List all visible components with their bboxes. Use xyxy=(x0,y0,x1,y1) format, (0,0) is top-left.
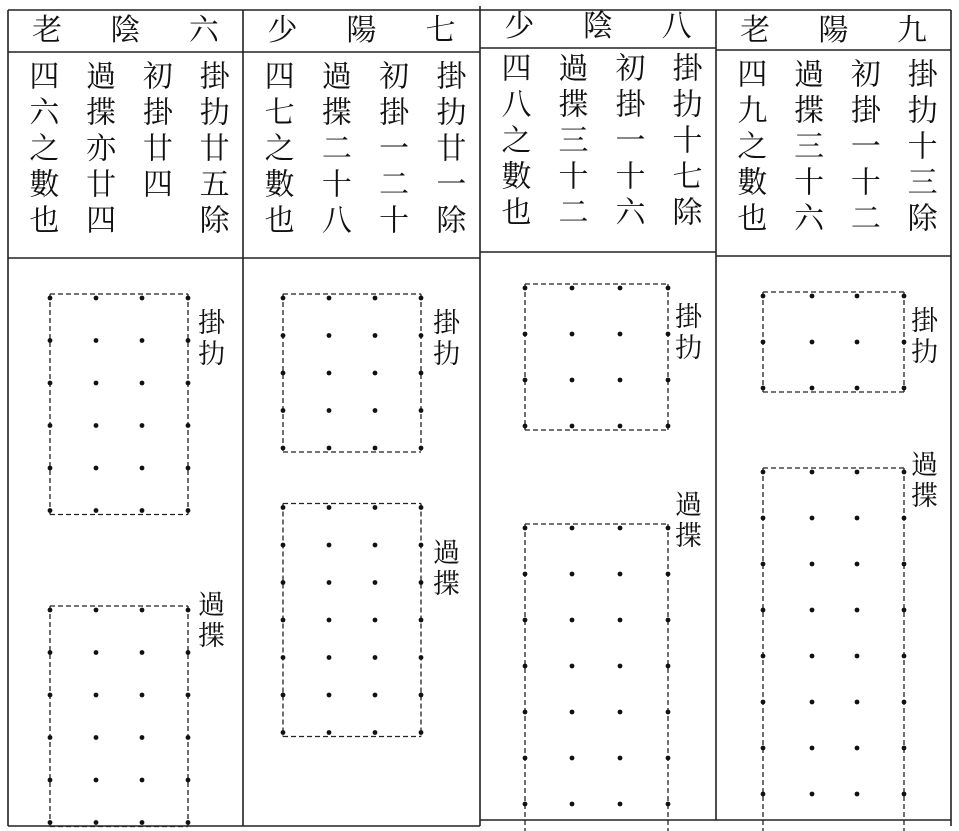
title-char: 老 xyxy=(32,13,63,48)
stalk-dot xyxy=(570,756,575,761)
stalk-dot xyxy=(419,730,424,735)
stalk-dot xyxy=(140,296,145,301)
stalk-dot xyxy=(570,424,575,429)
stalk-dot xyxy=(94,338,99,343)
stalk-dot xyxy=(140,508,145,513)
text-column: 掛扐十三除 xyxy=(901,58,937,238)
stalk-dot xyxy=(523,572,528,577)
stalk-dot xyxy=(570,286,575,291)
stalk-dot xyxy=(186,820,191,825)
stalk-dot xyxy=(419,371,424,376)
stalk-dot xyxy=(281,655,286,660)
stalk-diagram xyxy=(243,10,480,826)
bracket-lines xyxy=(525,284,668,831)
stalk-dot xyxy=(419,543,424,548)
stalk-dot xyxy=(618,424,623,429)
stalk-dot xyxy=(523,332,528,337)
stalk-dot xyxy=(94,296,99,301)
stalk-dot xyxy=(810,470,815,475)
stalk-dot xyxy=(666,572,671,577)
stalk-dot xyxy=(373,371,378,376)
stalk-dot xyxy=(327,655,332,660)
stalk-dot xyxy=(902,654,907,659)
stalk-dot xyxy=(523,526,528,531)
stalk-dot xyxy=(48,508,53,513)
stalk-dot xyxy=(666,424,671,429)
title-char: 老 xyxy=(740,13,771,48)
stalk-dot xyxy=(523,710,528,715)
stalk-dot xyxy=(761,700,766,705)
stalk-dot xyxy=(140,381,145,386)
stalk-dot xyxy=(810,386,815,391)
stalk-dot xyxy=(48,778,53,783)
stalk-dot xyxy=(327,408,332,413)
stalk-dot xyxy=(902,746,907,751)
stalk-dot xyxy=(419,505,424,510)
stalk-dot xyxy=(523,802,528,807)
stalk-dot xyxy=(140,466,145,471)
stalk-dot xyxy=(810,700,815,705)
stalk-dot xyxy=(186,338,191,343)
stalk-dot xyxy=(373,618,378,623)
stalk-dot xyxy=(419,333,424,338)
stalk-dot xyxy=(419,296,424,301)
stalk-dot xyxy=(570,526,575,531)
stalk-dot xyxy=(666,378,671,383)
stalk-dot xyxy=(94,650,99,655)
title-char: 陰 xyxy=(582,9,613,44)
stalk-dot xyxy=(855,746,860,751)
stalk-dot xyxy=(855,340,860,345)
stalk-dot xyxy=(94,423,99,428)
stalk-dot xyxy=(281,505,286,510)
stalk-dot xyxy=(902,516,907,521)
stalk-dot xyxy=(570,332,575,337)
stalk-dot xyxy=(186,608,191,613)
stalk-dot xyxy=(48,381,53,386)
stalk-dot xyxy=(48,608,53,613)
stalk-dot xyxy=(186,381,191,386)
stalk-dot xyxy=(902,562,907,567)
stalk-dot xyxy=(281,371,286,376)
stalk-dot xyxy=(855,516,860,521)
stalk-dot xyxy=(523,378,528,383)
stalk-dot xyxy=(810,746,815,751)
text-column: 初掛一十六 xyxy=(609,52,645,232)
stalk-dot xyxy=(186,466,191,471)
stalk-dot xyxy=(327,543,332,548)
title-char: 陽 xyxy=(818,13,849,48)
title-char: 少 xyxy=(267,13,298,48)
stalk-dot xyxy=(570,378,575,383)
text-column: 初掛一二十 xyxy=(373,60,409,240)
stalk-dot xyxy=(666,802,671,807)
text-column: 四六之數也 xyxy=(23,60,59,240)
text-column: 過揲三十六 xyxy=(788,58,824,238)
stalk-dot xyxy=(570,710,575,715)
stalk-dot xyxy=(48,693,53,698)
stalk-dot xyxy=(855,294,860,299)
stalk-dot xyxy=(94,508,99,513)
stalk-dot xyxy=(419,580,424,585)
text-column: 掛扐十七除 xyxy=(666,52,702,232)
text-column: 過揲亦廿四 xyxy=(80,60,116,240)
title-char: 陰 xyxy=(110,13,141,48)
gua-le-label: 掛扐 xyxy=(193,308,224,370)
stalk-dot xyxy=(570,572,575,577)
stalk-dot xyxy=(327,371,332,376)
stalk-dot xyxy=(570,802,575,807)
panel-old-yang-nine xyxy=(716,10,951,820)
stalk-dot xyxy=(855,562,860,567)
stalk-dot xyxy=(618,572,623,577)
stalk-dot xyxy=(140,820,145,825)
stalk-dot xyxy=(94,735,99,740)
title-char: 九 xyxy=(896,13,927,48)
stalk-dot xyxy=(140,423,145,428)
stalk-dot xyxy=(327,505,332,510)
stalk-dot xyxy=(810,562,815,567)
stalk-dot xyxy=(618,618,623,623)
text-column: 掛扐廿五除 xyxy=(193,60,229,240)
stalk-dot xyxy=(186,650,191,655)
stalk-dot xyxy=(761,654,766,659)
stalk-dot xyxy=(761,608,766,613)
guo-die-label: 過揲 xyxy=(906,450,937,512)
stalk-dot xyxy=(327,693,332,698)
stalk-dot xyxy=(94,381,99,386)
stalk-dot xyxy=(48,296,53,301)
stalk-dot xyxy=(419,618,424,623)
stalk-dot xyxy=(281,446,286,451)
title-char: 少 xyxy=(504,9,535,44)
stalk-dot xyxy=(373,543,378,548)
stalk-dot xyxy=(94,608,99,613)
stalk-dot xyxy=(666,756,671,761)
stalk-dot xyxy=(855,792,860,797)
title-char: 七 xyxy=(425,13,456,48)
stalk-dot xyxy=(48,735,53,740)
stalk-dot xyxy=(94,466,99,471)
guo-die-label: 過揲 xyxy=(428,538,459,600)
stalk-dot xyxy=(810,792,815,797)
stalk-dot xyxy=(523,664,528,669)
stalk-dot xyxy=(666,618,671,623)
stalk-dot xyxy=(666,710,671,715)
stalk-dot xyxy=(186,423,191,428)
stalk-dot xyxy=(186,778,191,783)
stalk-dot xyxy=(94,820,99,825)
stalk-dot xyxy=(902,294,907,299)
stalk-dot xyxy=(761,386,766,391)
stalk-dot xyxy=(94,693,99,698)
text-column: 四九之數也 xyxy=(731,58,767,238)
stalk-dot xyxy=(618,664,623,669)
stalk-dot xyxy=(140,778,145,783)
stalk-dot xyxy=(281,693,286,698)
bracket-lines xyxy=(763,292,904,831)
stalk-dot xyxy=(902,608,907,613)
bracket-lines xyxy=(283,294,421,737)
stalk-dot xyxy=(48,338,53,343)
stalk-dot xyxy=(140,650,145,655)
panel-young-yin-eight xyxy=(480,6,716,820)
stalk-dot xyxy=(373,446,378,451)
text-column: 過揲二十八 xyxy=(315,60,351,240)
stalk-diagram xyxy=(480,6,716,820)
stalk-dot xyxy=(761,340,766,345)
stalk-dot xyxy=(281,580,286,585)
stalk-dot xyxy=(186,735,191,740)
bracket-lines xyxy=(50,294,188,827)
gua-le-label: 掛扐 xyxy=(428,308,459,370)
stalk-dot xyxy=(48,820,53,825)
stalk-dot xyxy=(761,470,766,475)
stalk-dot xyxy=(761,792,766,797)
stalk-dot xyxy=(281,296,286,301)
stalk-dot xyxy=(523,424,528,429)
stalk-dot xyxy=(373,693,378,698)
guo-die-label: 過揲 xyxy=(193,590,224,652)
gua-le-label: 掛扐 xyxy=(670,302,701,364)
stalk-diagram xyxy=(8,10,243,826)
text-column: 四七之數也 xyxy=(258,60,294,240)
stalk-dot xyxy=(373,408,378,413)
panel-old-yin-six xyxy=(8,10,243,826)
stalk-dot xyxy=(48,466,53,471)
text-column: 掛扐廿一除 xyxy=(430,60,466,240)
stalk-dot xyxy=(327,580,332,585)
stalk-dot xyxy=(902,792,907,797)
stalk-dot xyxy=(902,700,907,705)
stalk-dot xyxy=(419,655,424,660)
stalk-dot xyxy=(570,618,575,623)
stalk-dot xyxy=(618,378,623,383)
stalk-dot xyxy=(327,446,332,451)
stalk-dot xyxy=(327,730,332,735)
stalk-dot xyxy=(855,654,860,659)
stalk-dot xyxy=(373,730,378,735)
stalk-dot xyxy=(618,286,623,291)
title-char: 六 xyxy=(188,13,219,48)
stalk-dot xyxy=(855,470,860,475)
stalk-dot xyxy=(523,286,528,291)
stalk-dot xyxy=(281,730,286,735)
stalk-dot xyxy=(618,332,623,337)
stalk-dot xyxy=(761,294,766,299)
stalk-dot xyxy=(761,562,766,567)
stalk-dot xyxy=(373,333,378,338)
text-column: 四八之數也 xyxy=(495,52,531,232)
stalk-dot xyxy=(523,618,528,623)
stalk-dot xyxy=(327,333,332,338)
stalk-dot xyxy=(855,386,860,391)
stalk-dot xyxy=(618,710,623,715)
title-char: 八 xyxy=(661,9,692,44)
stalk-dot xyxy=(855,700,860,705)
stalk-dot xyxy=(902,386,907,391)
stalk-dot xyxy=(666,664,671,669)
stalk-dot xyxy=(419,408,424,413)
stalk-dot xyxy=(48,423,53,428)
stalk-dot xyxy=(666,286,671,291)
panel-young-yang-seven xyxy=(243,10,480,826)
stalk-dot xyxy=(810,340,815,345)
stalk-dot xyxy=(140,338,145,343)
stalk-dot xyxy=(373,655,378,660)
stalk-dot xyxy=(419,693,424,698)
stalk-dot xyxy=(618,526,623,531)
stalk-dot xyxy=(281,333,286,338)
title-char: 陽 xyxy=(346,13,377,48)
stalk-dot xyxy=(281,618,286,623)
stalk-dot xyxy=(810,294,815,299)
stalk-dot xyxy=(48,650,53,655)
stalk-dot xyxy=(140,608,145,613)
stalk-dot xyxy=(373,580,378,585)
text-column: 過揲三十二 xyxy=(552,52,588,232)
stalk-dot xyxy=(94,778,99,783)
stalk-diagram xyxy=(716,10,951,820)
text-column: 初掛廿四 xyxy=(136,60,172,204)
stalk-dot xyxy=(373,296,378,301)
stalk-dot xyxy=(618,802,623,807)
stalk-dot xyxy=(761,516,766,521)
stalk-dot xyxy=(618,756,623,761)
stalk-dot xyxy=(855,608,860,613)
text-column: 初掛一十二 xyxy=(844,58,880,238)
stalk-dot xyxy=(140,735,145,740)
stalk-dot xyxy=(281,543,286,548)
stalk-dot xyxy=(810,608,815,613)
stalk-dot xyxy=(810,516,815,521)
stalk-dot xyxy=(810,654,815,659)
stalk-dot xyxy=(327,296,332,301)
stalk-dot xyxy=(186,296,191,301)
stalk-dot xyxy=(186,693,191,698)
stalk-dot xyxy=(570,664,575,669)
stalk-dot xyxy=(761,746,766,751)
stalk-dot xyxy=(281,408,286,413)
gua-le-label: 掛扐 xyxy=(906,306,937,368)
stalk-dot xyxy=(327,618,332,623)
stalk-dot xyxy=(419,446,424,451)
stalk-dot xyxy=(140,693,145,698)
stalk-dot xyxy=(186,508,191,513)
stalk-dot xyxy=(523,756,528,761)
guo-die-label: 過揲 xyxy=(670,490,701,552)
stalk-dot xyxy=(373,505,378,510)
